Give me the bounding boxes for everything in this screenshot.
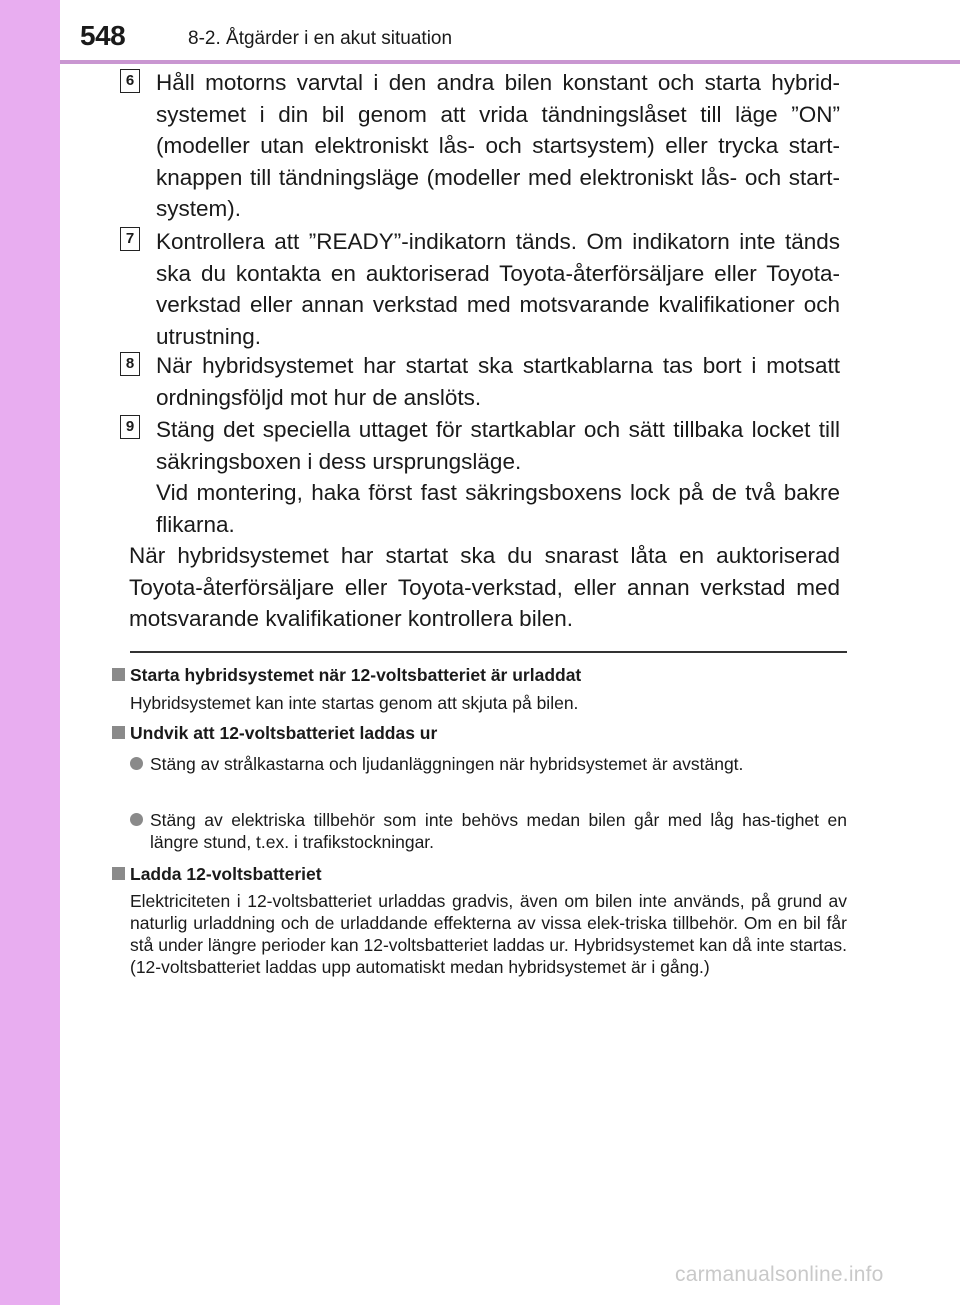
note-heading-avoid-discharge: [112, 722, 852, 744]
watermark: carmanualsonline.info: [675, 1263, 884, 1286]
square-bullet-icon: [112, 726, 125, 739]
list-item: [130, 753, 847, 775]
step-badge-7: 7: [120, 227, 140, 251]
step-badge-6: 6: [120, 69, 140, 93]
note-heading-text: Ladda 12-voltsbatteriet: [130, 864, 322, 884]
step-badge-9: 9: [120, 415, 140, 439]
step-text-8: När hybridsystemet har startat ska startkablarna tas bort i motsatt ordningsföljd mot hur de anslöts.: [156, 353, 840, 410]
note-body-starting: Hybridsystemet kan inte startas genom att skjuta på bilen.: [130, 693, 579, 713]
page-number: 548: [80, 20, 126, 51]
page-header: [60, 0, 960, 62]
step-badge-8: 8: [120, 352, 140, 376]
note-heading-starting: [112, 664, 852, 686]
step-text-9: Stäng det speciella uttaget för startkablar och sätt tillbaka locket till säkringsboxen i dess ursprungsläge.: [156, 417, 840, 474]
step-text-9-extra: Vid montering, haka först fast säkringsboxens lock på de två bakre flikarna.: [156, 480, 840, 537]
round-bullet-icon: [130, 757, 143, 770]
square-bullet-icon: [112, 867, 125, 880]
header-rule: [60, 60, 960, 64]
note-heading-text: Starta hybridsystemet när 12-voltsbatteriet är urladdat: [130, 665, 582, 685]
round-bullet-icon: [130, 813, 143, 826]
section-title: 8-2. Åtgärder i en akut situation: [188, 28, 453, 49]
list-item-text: Stäng av strålkastarna och ljudanläggningen när hybridsystemet är avstängt.: [150, 754, 744, 774]
square-bullet-icon: [112, 668, 125, 681]
note-heading-charging: [112, 863, 852, 885]
list-item-text: Stäng av elektriska tillbehör som inte behövs medan bilen går med låg has-tighet en längre stund, t.ex. i trafikstockningar.: [150, 810, 847, 852]
step-text-6: Håll motorns varvtal i den andra bilen konstant och starta hybrid-systemet i din bil genom att vrida tändningslåset till läge ”ON” (modeller utan elektroniskt lås- och startsystem) eller trycka start-knappen till tändningsläge (modeller med elektroniskt lås- och start-system).: [156, 70, 840, 221]
chapter-sidebar: [0, 0, 60, 1305]
closing-paragraph: När hybridsystemet har startat ska du snarast låta en auktoriserad Toyota-återförsäljare eller Toyota-verkstad, eller annan verkstad med motsvarande kvalifikationer kontrollera bilen.: [129, 543, 840, 631]
step-text-7: Kontrollera att ”READY”-indikatorn tänds. Om indikatorn inte tänds ska du kontakta en auktoriserad Toyota-återförsäljare eller Toyota-verkstad eller annan verkstad med motsvarande kvalifikationer och utrustning.: [156, 229, 840, 349]
section-divider: [130, 651, 847, 653]
note-heading-text: Undvik att 12-voltsbatteriet laddas ur: [130, 723, 438, 743]
note-body-charging: Elektriciteten i 12-voltsbatteriet urladdas gradvis, även om bilen inte används, på grund av naturlig urladdning och de urladdande effekterna av vissa elek-triska tillbehör. Om en bil får stå under längre perioder kan 12-voltsbatteriet laddas ur. Hybridsystemet kan då inte startas. (12-voltsbatteriet laddas upp automatiskt medan hybridsystemet är i gång.): [130, 891, 847, 977]
list-item: [130, 809, 847, 853]
